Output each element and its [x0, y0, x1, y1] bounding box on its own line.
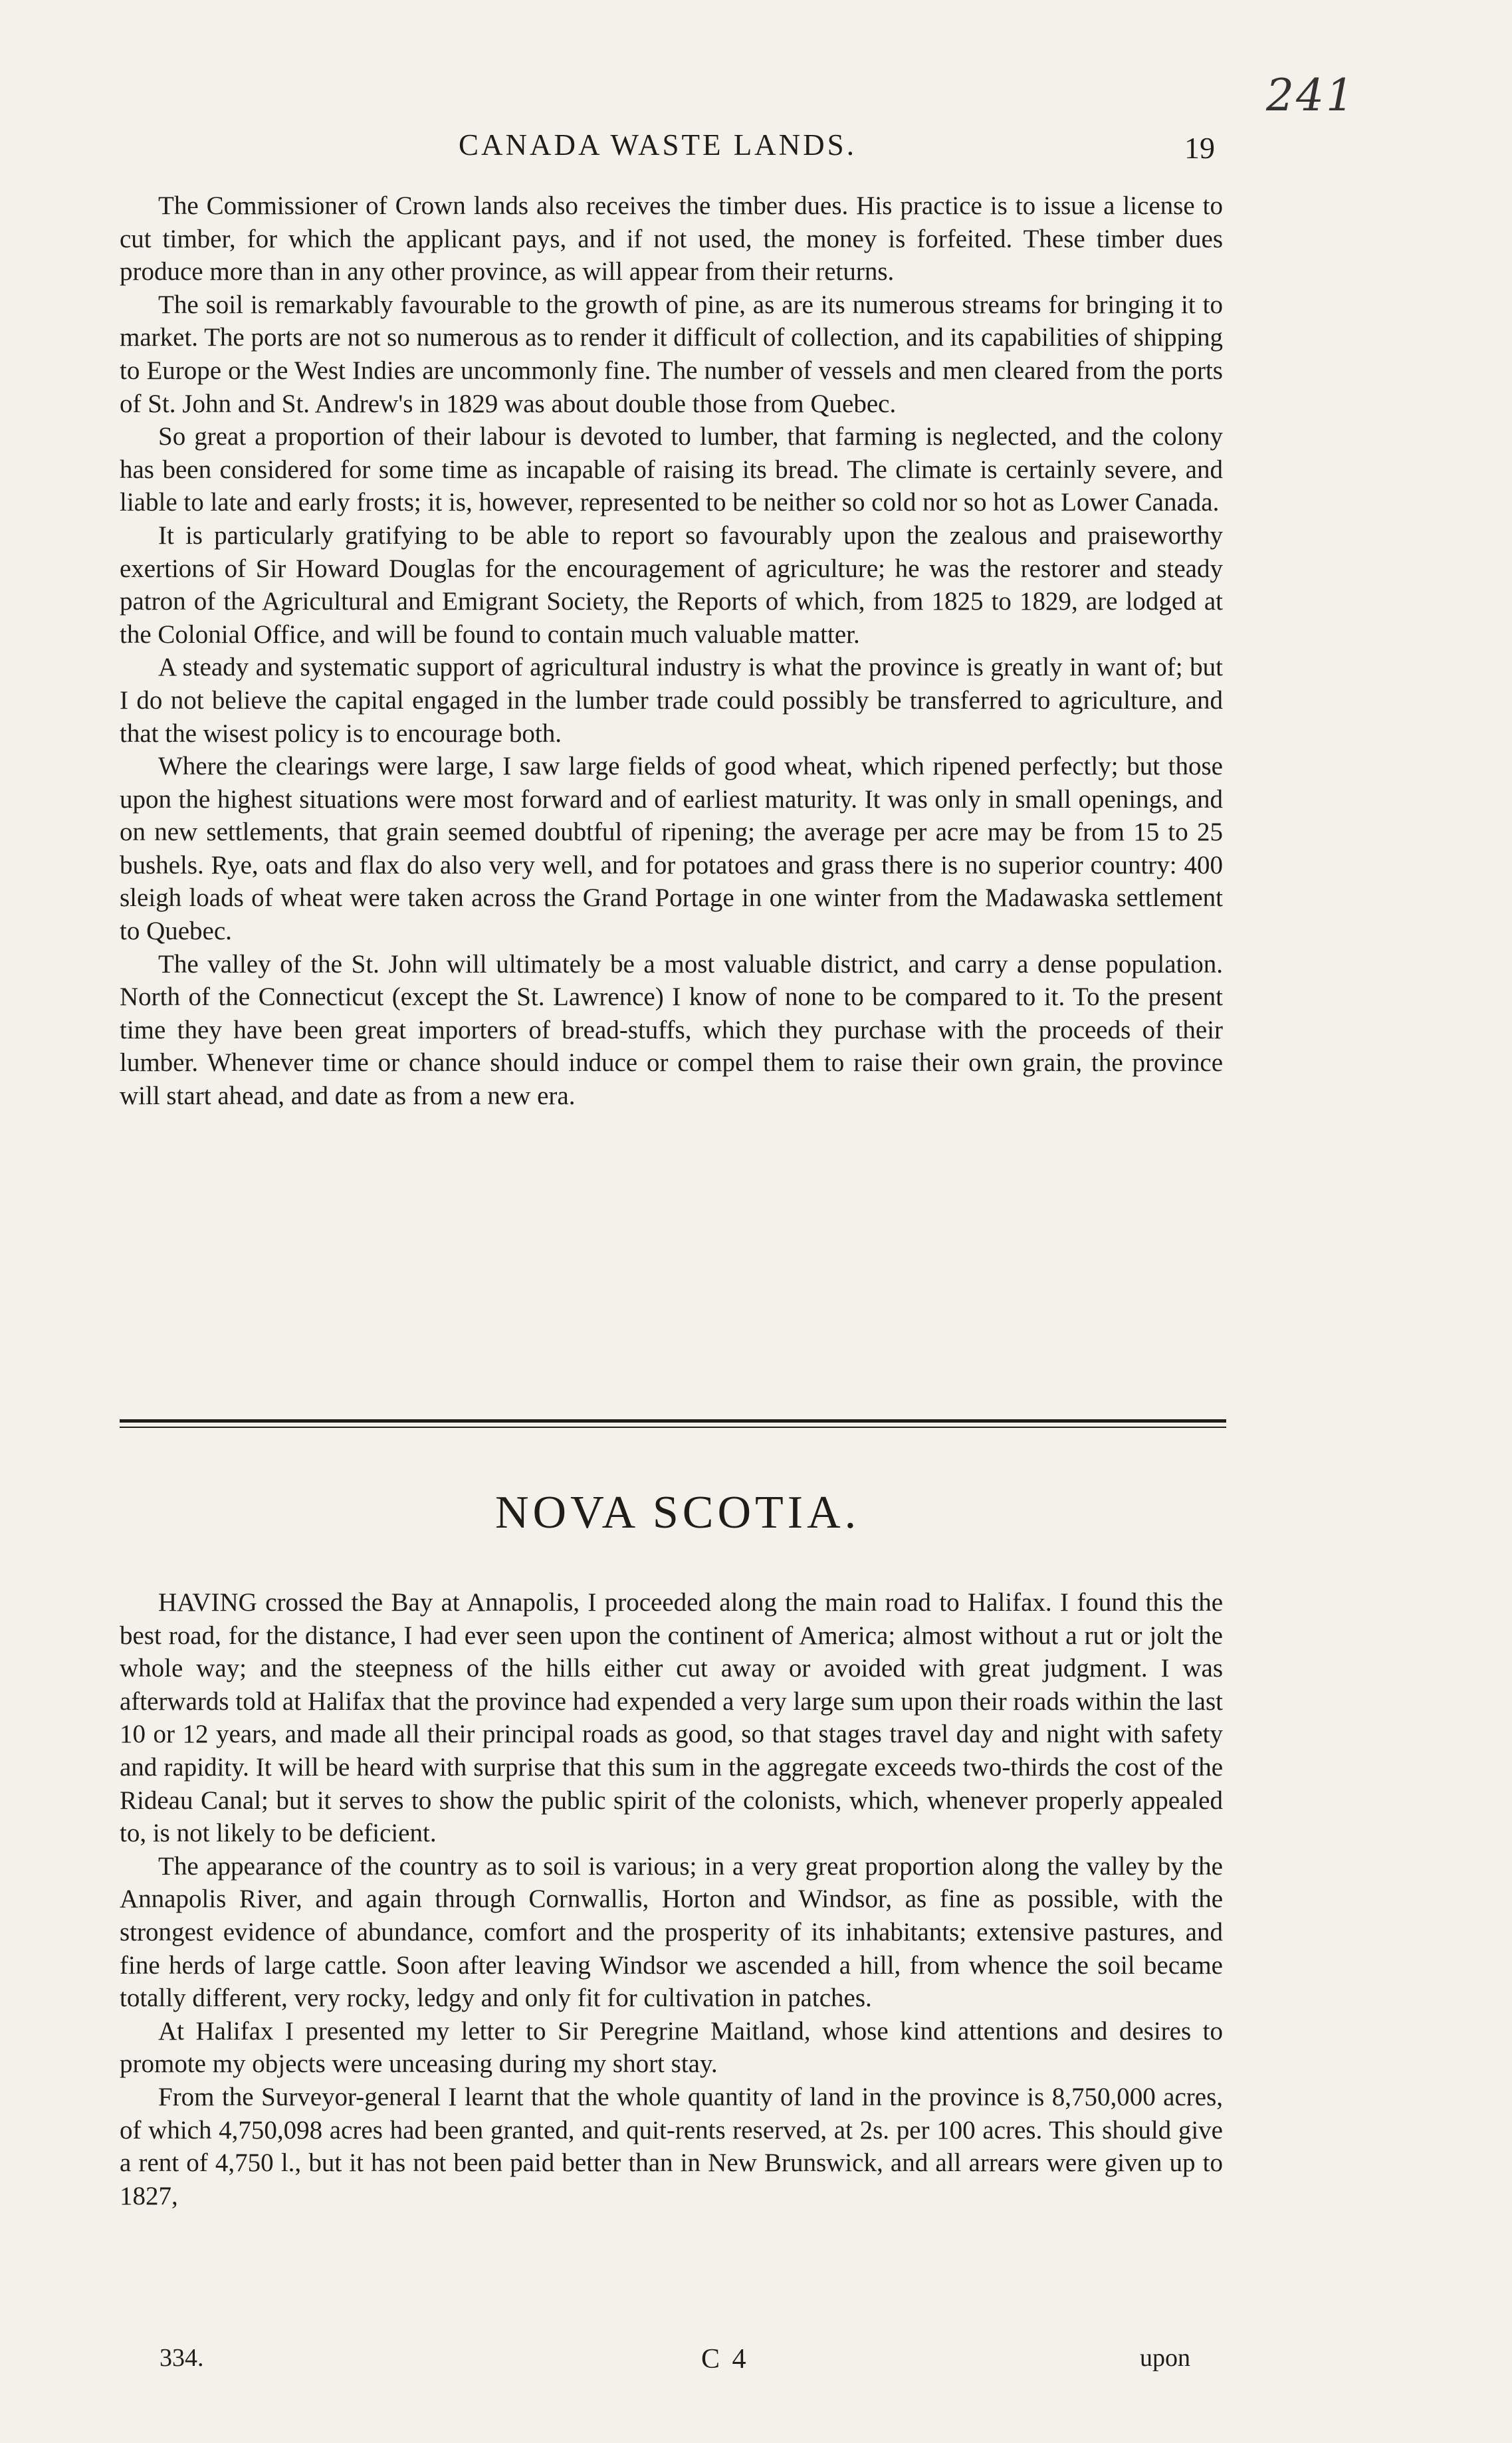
paragraph: At Halifax I presented my letter to Sir Peregrine Maitland, whose kind attentions and desires to promote my objects were unceasing during my short stay.	[120, 2016, 1223, 2079]
page-annotation: 241	[1266, 70, 1356, 121]
paragraph: So great a proportion of their labour is devoted to lumber, that farming is neglected, and the colony has been considered for some time as incapable of raising its bread. The climate is certainly severe, and liable to late and early frosts; it is, however, represented to be neither so cold nor so hot as Lower Canada.	[120, 422, 1223, 517]
paragraph: The appearance of the country as to soil is various; in a very great proportion along the valley by the Annapolis River, and again through Cornwallis, Horton and Windsor, as fine as possible, with the strongest evidence of abundance, comfort and the prosperity of its inhabitants; extensive pastures, and fine herds of large cattle. Soon after leaving Windsor we ascended a hill, from whence the soil became totally different, very rocky, ledgy and only fit for cultivation in patches.	[120, 1851, 1223, 2013]
paragraph: From the Surveyor-general I learnt that the whole quantity of land in the province is 8,750,000 acres, of which 4,750,098 acres had been granted, and quit-rents reserved, at 2s. per 100 acres. This should give a rent of 4,750 l., but it has not been paid better than in New Brunswick, and all arrears were given up to 1827,	[120, 2082, 1223, 2210]
paragraph: It is particularly gratifying to be able to report so favourably upon the zealous and praiseworthy exertions of Sir Howard Douglas for the encouragement of agriculture; he was the restorer and steady patron of the Agricultural and Emigrant Society, the Reports of which, from 1825 to 1829, are lodged at the Colonial Office, and will be found to contain much valuable matter.	[120, 521, 1223, 649]
paragraph: The Commissioner of Crown lands also receives the timber dues. His practice is to issue a license to cut timber, for which the applicant pays, and if not used, the money is forfeited. These timber dues produce more than in any other province, as will appear from their returns.	[120, 191, 1223, 287]
paragraph: The valley of the St. John will ultimately be a most valuable district, and carry a dense population. North of the Connecticut (except the St. Lawrence) I know of none to be compared to it. To the present time they have been great importers of bread-stuffs, which they purchase with the proceeds of their lumber. Whenever time or chance should induce or compel them to raise their own grain, the province will start ahead, and date as from a new era.	[120, 949, 1223, 1111]
paragraph: The soil is remarkably favourable to the growth of pine, as are its numerous streams for bringing it to market. The ports are not so numerous as to render it difficult of collection, and its capabilities of shipping to Europe or the West Indies are uncommonly fine. The number of vessels and men cleared from the ports of St. John and St. Andrew's in 1829 was about double those from Quebec.	[120, 290, 1223, 418]
section-title: NOVA SCOTIA.	[495, 1487, 861, 1538]
page-number: 19	[1184, 131, 1215, 165]
section-divider	[120, 1419, 1226, 1428]
section-canada-text	[120, 189, 1223, 1113]
footer-catchword: upon	[1140, 2344, 1190, 2372]
footer-sheet-number: 334.	[160, 2344, 204, 2372]
section-nova-scotia-text	[120, 1586, 1223, 2212]
paragraph: A steady and systematic support of agricultural industry is what the province is greatly in want of; but I do not believe the capital engaged in the lumber trade could possibly be transferred to agriculture, and that the wisest policy is to encourage both.	[120, 653, 1223, 748]
footer-signature-mark: C 4	[701, 2344, 749, 2375]
paragraph: HAVING crossed the Bay at Annapolis, I proceeded along the main road to Halifax. I found this the best road, for the distance, I had ever seen upon the continent of America; almost without a rut or jolt the whole way; and the steepness of the hills either cut away or avoided with great judgment. I was afterwards told at Halifax that the province had expended a very large sum upon their roads within the last 10 or 12 years, and made all their principal roads as good, so that stages travel day and night with safety and rapidity. It will be heard with surprise that this sum in the aggregate exceeds two-thirds the cost of the Rideau Canal; but it serves to show the public spirit of the colonists, which, whenever properly appealed to, is not likely to be deficient.	[120, 1588, 1223, 1848]
paragraph: Where the clearings were large, I saw large fields of good wheat, which ripened perfectly; but those upon the highest situations were most forward and of earliest maturity. It was only in small openings, and on new settlements, that grain seemed doubtful of ripening; the average per acre may be from 15 to 25 bushels. Rye, oats and flax do also very well, and for potatoes and grass there is no superior country: 400 sleigh loads of wheat were taken across the Grand Portage in one winter from the Madawaska settlement to Quebec.	[120, 752, 1223, 946]
running-head: CANADA WASTE LANDS.	[459, 128, 857, 162]
